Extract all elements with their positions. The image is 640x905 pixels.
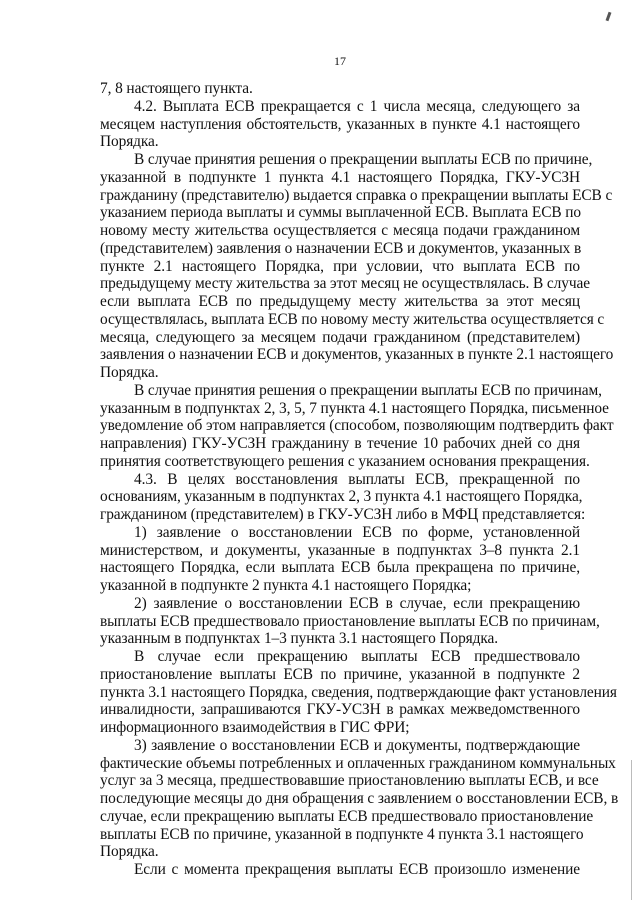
text-line: 4.3. В целях восстановления выплаты ЕСВ, прекращенной по [134,470,580,488]
paragraph [100,861,580,879]
text-line: указанием периода выплаты и суммы выплаченной ЕСВ. Выплата ЕСВ по [100,204,582,222]
text-line: пункте 2.1 настоящего Порядка, при условии, что выплата ЕСВ по [100,257,580,275]
text-line: уведомление об этом направляется (способом, позволяющим подтвердить факт [100,417,614,435]
text-line: месяца, следующего за месяцем подачи гражданином (представителем) [100,328,580,346]
text-line: фактические объемы потребленных и оплаченных гражданином коммунальных [100,754,616,772]
text-line: 3) заявление о восстановлении ЕСВ и документы, подтверждающие [134,736,580,754]
paragraph [100,594,600,648]
text-line: основаниям, указанным в подпунктах 2, 3 пункта 4.1 настоящего Порядка, [100,488,583,506]
paragraph [100,736,619,861]
text-line: осуществлялась, выплата ЕСВ по новому месту жительства осуществляется с [100,310,605,328]
text-line: последующие месяцы до дня обращения с заявлением о восстановлении ЕСВ, в [100,790,619,807]
text-line: новому месту жительства осуществляется с месяца подачи гражданином [100,222,580,239]
text-line: случае, если прекращению выплаты ЕСВ предшествовало приостановление [100,807,594,825]
text-line: выплаты ЕСВ по причине, указанной в подпункте 4 пункта 3.1 настоящего [100,825,584,843]
text-line: если выплата ЕСВ по предыдущему месту жительства за этот месяц [100,293,580,310]
text-line: предыдущему месту жительства за этот месяц не осуществлялась. В случае [100,275,590,293]
text-line: месяцем наступления обстоятельств, указанных в пункте 4.1 настоящего [100,115,580,133]
scan-edge-line [631,760,632,900]
text-line: направления) ГКУ-УСЗН гражданину в течение 10 рабочих дней со дня [100,435,580,452]
text-line: министерством, и документы, указанные в подпунктах 3–8 пункта 2.1 [100,541,580,559]
text-line: Порядка. [100,843,159,861]
text-line: В случае если прекращению выплаты ЕСВ предшествовало [134,648,580,665]
text-line: (представителем) заявления о назначении ЕСВ и документов, указанных в [100,239,582,257]
text-line: инвалидности, запрашиваются ГКУ-УСЗН в рамках межведомственного [100,701,580,719]
text-line: указанной в подпункте 2 пункта 4.1 настоящего Порядка; [100,577,472,594]
page-number: 17 [334,54,346,68]
text-line: указанным в подпунктах 2, 3, 5, 7 пункта 4.1 настоящего Порядка, письменное [100,399,609,417]
text-line: заявления о назначении ЕСВ и документов, указанных в пункте 2.1 настоящего [100,346,614,364]
text-line: указанным в подпунктах 1–3 пункта 3.1 настоящего Порядка. [100,630,498,648]
text-line: пункта 3.1 настоящего Порядка, сведения, подтверждающие факт установления [100,683,617,701]
text-line: В случае принятия решения о прекращении выплаты ЕСВ по причине, [134,151,593,168]
document-body [100,80,619,879]
text-line: информационного взаимодействия в ГИС ФРИ; [100,719,410,736]
scan-mark [606,12,612,21]
text-line: услуг за 3 месяца, предшествовавшие приостановлению выплаты ЕСВ, и все [100,772,599,790]
text-line: настоящего Порядка, если выплата ЕСВ была прекращена по причине, [100,559,580,577]
text-line: гражданином (представителем) в ГКУ-УСЗН либо в МФЦ представляется: [100,506,586,523]
text-line: гражданину (представителю) выдается справка о прекращении выплаты ЕСВ с [100,186,613,204]
paragraph [100,648,617,737]
text-line: В случае принятия решения о прекращении выплаты ЕСВ по причинам, [134,381,602,399]
paragraph [100,151,614,382]
text-line: указанной в подпункте 1 пункта 4.1 настоящего Порядка, ГКУ-УСЗН [100,168,580,186]
text-line: принятия соответствующего решения с указанием основания прекращения. [100,452,590,470]
paragraph [100,98,580,151]
paragraph [100,470,586,524]
text-line: Если с момента прекращения выплаты ЕСВ произошло изменение [134,861,580,878]
text-line: приостановление выплаты ЕСВ по причине, указанной в подпункте 2 [100,665,580,683]
text-line: выплаты ЕСВ предшествовало приостановление выплаты ЕСВ по причинам, [100,612,600,630]
text-line: Порядка. [100,133,159,151]
text-line: 4.2. Выплата ЕСВ прекращается с 1 числа месяца, следующего за [134,97,580,115]
text-line: 7, 8 настоящего пункта. [100,80,253,97]
text-line: Порядка. [100,364,159,381]
paragraph [100,524,580,595]
paragraph [100,80,580,98]
text-line: 2) заявление о восстановлении ЕСВ в случае, если прекращению [134,594,580,612]
paragraph [100,381,614,471]
text-line: 1) заявление о восстановлении ЕСВ по форме, установленной [134,523,580,541]
